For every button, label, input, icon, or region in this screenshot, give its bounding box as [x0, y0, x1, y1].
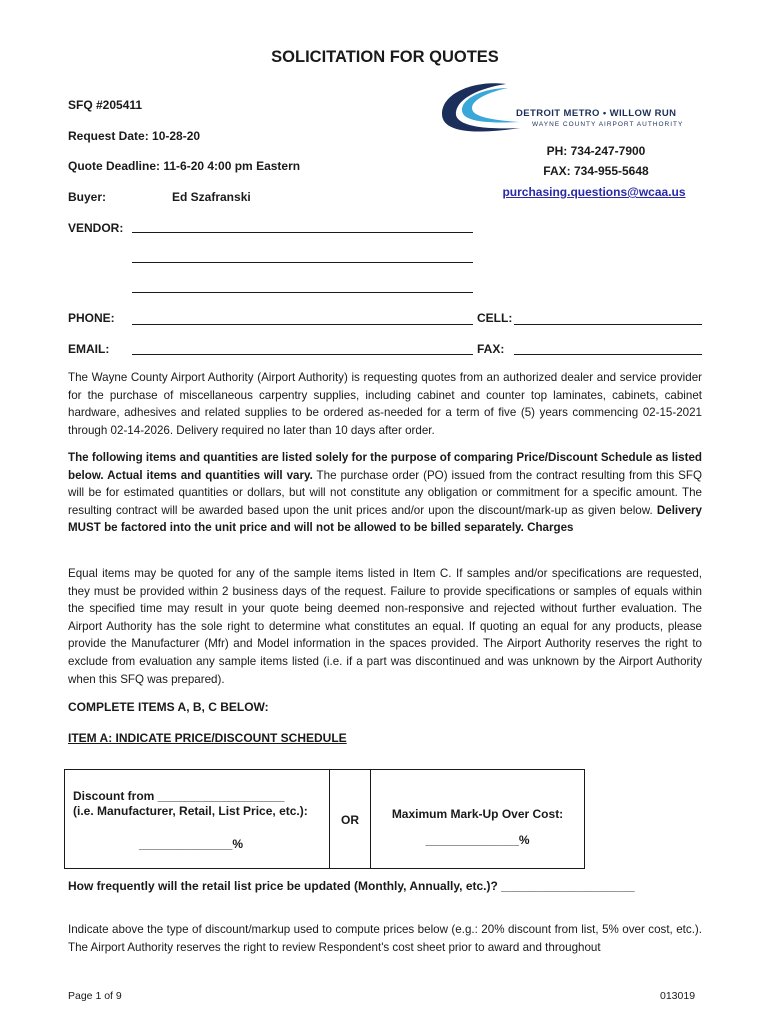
or-cell [330, 770, 371, 869]
buyer-name: Ed Szafranski [172, 190, 251, 204]
logo-subtitle: WAYNE COUNTY AIRPORT AUTHORITY [532, 121, 684, 128]
price-discount-table [64, 769, 585, 869]
items-bold-b: Delivery MUST be factored into the unit price and will not be allowed to be billed separately. Charges [68, 503, 702, 535]
markup-cell [371, 770, 585, 869]
vendor-address-line-2[interactable] [132, 292, 473, 293]
buyer-label: Buyer: [68, 190, 107, 204]
fax-line[interactable] [514, 354, 702, 355]
update-frequency-question[interactable]: How frequently will the retail list price be updated (Monthly, Annually, etc.)? ____________________ [68, 879, 635, 893]
cell-label: CELL: [477, 311, 513, 325]
vendor-name-line[interactable] [132, 232, 473, 233]
contact-email-link[interactable]: purchasing.questions@wcaa.us [502, 185, 686, 199]
vendor-address-line-1[interactable] [132, 262, 473, 263]
sfq-number: SFQ #205411 [68, 98, 143, 112]
discount-line-1[interactable]: Discount from ___________________ [73, 789, 285, 803]
vendor-label: VENDOR: [68, 221, 124, 235]
document-title: SOLICITATION FOR QUOTES [271, 48, 499, 66]
discount-line-2: (i.e. Manufacturer, Retail, List Price, etc.): [73, 804, 308, 818]
indicate-paragraph: Indicate above the type of discount/markup used to compute prices below (e.g.: 20% discount from list, 5% over cost, etc.). The Airport Authority reserves the right to review Respondent's cost sheet prior to award and throughout [68, 923, 702, 954]
markup-percent-blank[interactable]: ______________% [425, 833, 530, 847]
markup-label: Maximum Mark-Up Over Cost: [391, 807, 564, 821]
email-label: EMAIL: [68, 342, 110, 356]
or-text: OR [341, 813, 359, 827]
page-number: Page 1 of 9 [68, 990, 122, 1002]
item-a-heading: ITEM A: INDICATE PRICE/DISCOUNT SCHEDULE [68, 731, 347, 745]
cell-line[interactable] [514, 324, 702, 325]
items-paragraph [68, 449, 702, 537]
complete-items-heading: COMPLETE ITEMS A, B, C BELOW: [68, 700, 269, 714]
phone-label: PHONE: [68, 311, 115, 325]
request-date: Request Date: 10-28-20 [68, 129, 201, 143]
items-bold-a: The following items and quantities are listed solely for the purpose of comparing Price/Discount Schedule as listed below. Actual items and quantities will vary. [68, 451, 702, 482]
document-code: 013019 [660, 990, 696, 1002]
equals-paragraph: Equal items may be quoted for any of the sample items listed in Item C. If samples and/or specifications are requested, they must be provided within 2 business days of the request. Failure to provide specifications or samples of equals within the specified time may result in your quote being deemed non-responsive and rejected without further evaluation. The Airport Authority has the sole right to determine what constitutes an equal. If quoting an equal for any products, please provide the Manufacturer (Mfr) and Model information in the spaces provided. The Airport Authority reserves the right to exclude from evaluation any sample items listed (i.e. if a part was discontinued and was unknown by the Airport Authority when this SFQ was prepared). [68, 567, 702, 686]
intro-paragraph: The Wayne County Airport Authority (Airport Authority) is requesting quotes from an authorized dealer and service provider for the purchase of miscellaneous carpentry supplies, including cabinet and counter top laminates, cabinets, cabinet hardware, adhesives and related supplies to be ordered as-needed for a term of five (5) years commencing 02-15-2021 through 02-14-2026. Delivery required no later than 10 days after order. [68, 371, 702, 437]
contact-fax: FAX: 734-955-5648 [543, 164, 649, 178]
logo-name: DETROIT METRO • WILLOW RUN [516, 108, 677, 119]
quote-deadline: Quote Deadline: 11-6-20 4:00 pm Eastern [68, 159, 301, 173]
swoosh-icon [436, 78, 522, 136]
discount-percent-blank[interactable]: ______________% [139, 837, 244, 851]
contact-phone: PH: 734-247-7900 [546, 144, 646, 158]
airport-authority-logo [436, 78, 696, 136]
discount-cell [65, 770, 330, 869]
phone-line[interactable] [132, 324, 473, 325]
email-line[interactable] [132, 354, 473, 355]
items-text: The purchase order (PO) issued from the contract resulting from this SFQ will be for estimated quantities or dollars, but will not constitute any obligation or commitment for a specific amount. The resulting contract will be awarded based upon the unit prices and/or upon the discount/mark-up as given below. [68, 468, 702, 517]
fax-label: FAX: [477, 342, 505, 356]
